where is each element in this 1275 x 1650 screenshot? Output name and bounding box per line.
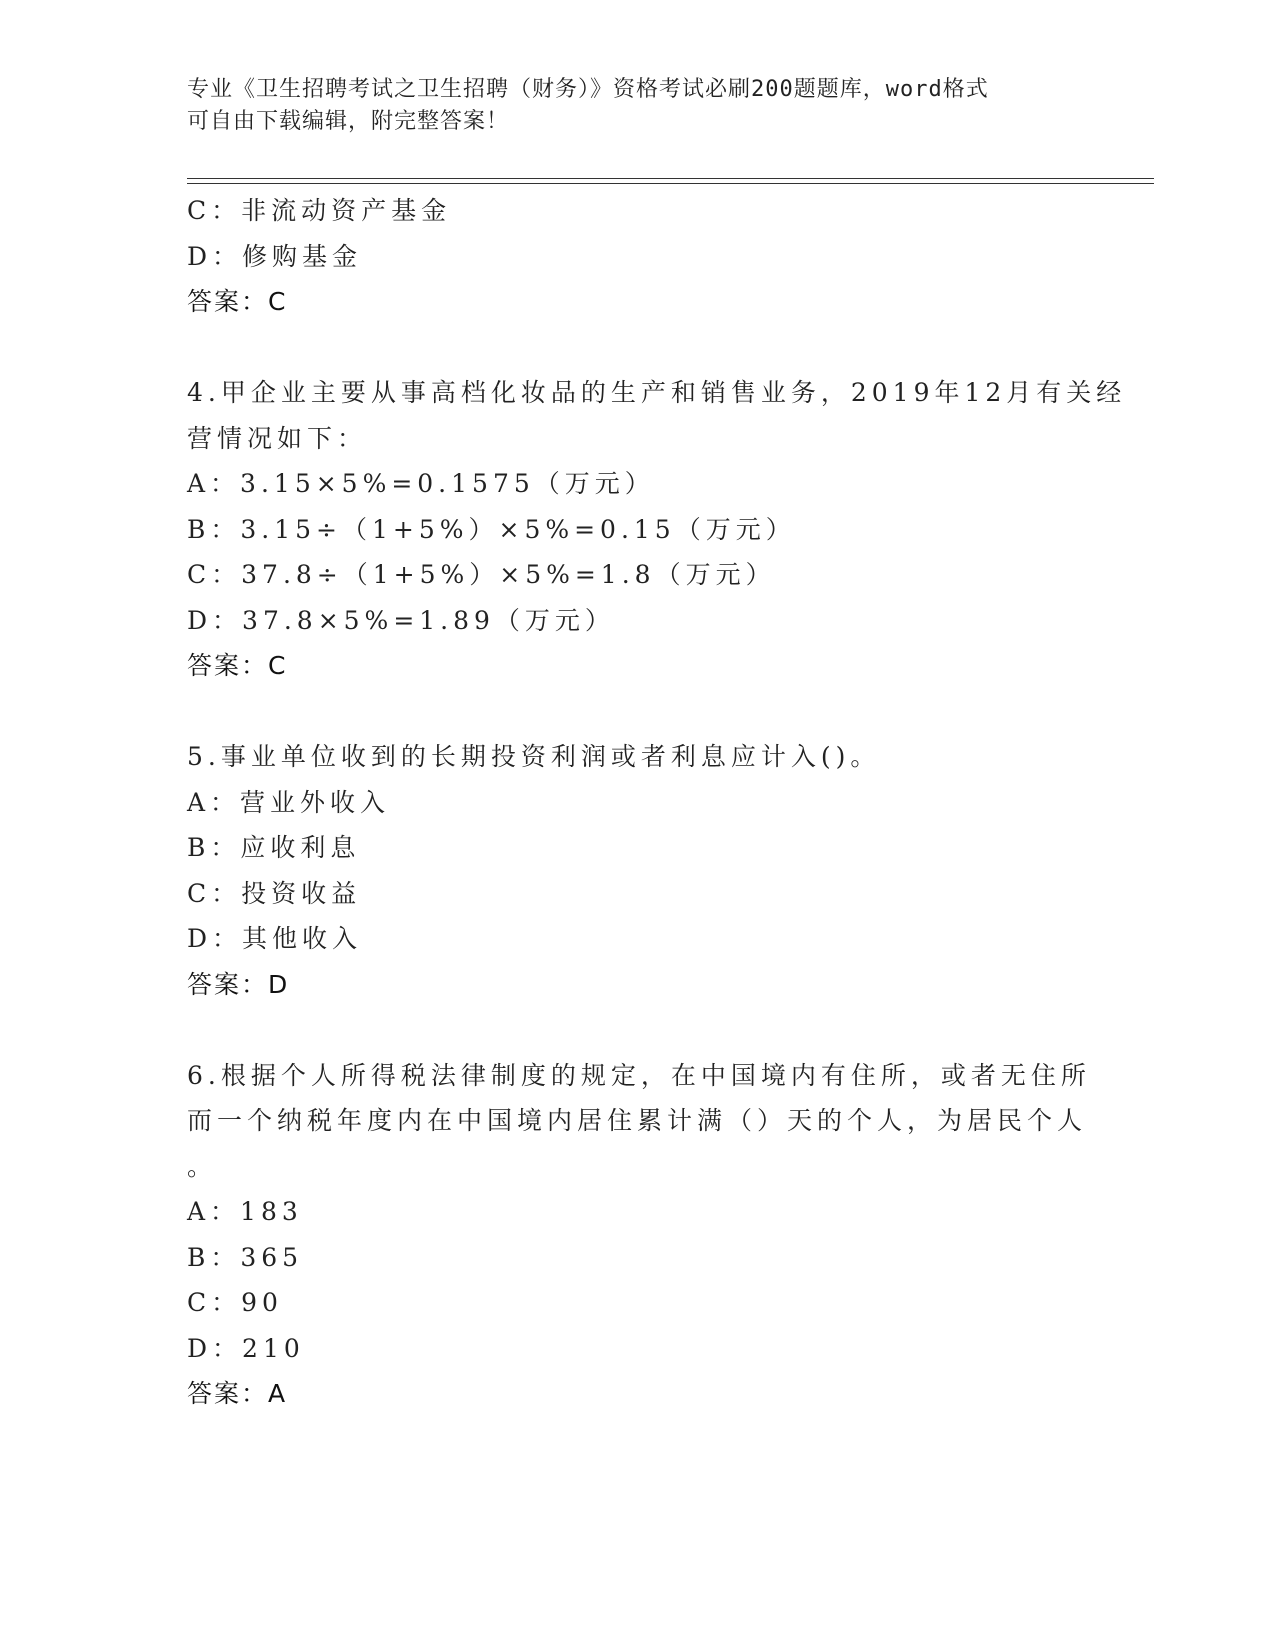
header-line-2: 可自由下载编辑，附完整答案！ [187, 109, 510, 134]
answer: 答案：C [187, 651, 288, 680]
question-stem: 5.事业单位收到的长期投资利润或者利息应计入()。 [187, 742, 881, 771]
spacer [187, 325, 1087, 371]
option-c: C：37.8÷（1+5%）×5%=1.8（万元） [187, 560, 776, 589]
question-stem-cont: 营情况如下： [187, 423, 368, 453]
question-6 [187, 1053, 1091, 1417]
option-c: C：非流动资产基金 [187, 196, 452, 225]
answer: 答案：C [187, 287, 288, 316]
option-d: D：其他收入 [187, 924, 363, 953]
option-d: D：210 [187, 1333, 305, 1363]
option-b: B：应收利息 [187, 833, 361, 862]
question-stem: 6.根据个人所得税法律制度的规定，在中国境内有住所，或者无住所 [187, 1060, 1091, 1090]
question-stem-end: 。 [187, 1151, 218, 1181]
option-d: D：修购基金 [187, 241, 363, 271]
question-5 [187, 734, 1087, 1007]
option-b: B：365 [187, 1242, 304, 1272]
option-a: A：营业外收入 [187, 787, 391, 817]
header-line-1: 专业《卫生招聘考试之卫生招聘（财务）》资格考试必刷200题题库，word格式 [187, 77, 989, 102]
answer: 答案：D [187, 969, 290, 999]
spacer [187, 689, 1087, 735]
question-3-tail [187, 188, 1087, 325]
answer: 答案：A [187, 1379, 288, 1408]
question-4 [187, 370, 1127, 689]
option-c: C：投资收益 [187, 878, 362, 908]
option-c: C：90 [187, 1288, 283, 1317]
question-stem-cont: 而一个纳税年度内在中国境内居住累计满（）天的个人，为居民个人 [187, 1106, 1088, 1135]
question-list [187, 188, 1127, 1417]
option-a: A：3.15×5%=0.1575（万元） [187, 469, 655, 498]
option-a: A：183 [187, 1197, 303, 1226]
spacer [187, 1007, 1087, 1053]
header-divider-top [187, 178, 1154, 179]
option-b: B：3.15÷（1+5%）×5%=0.15（万元） [187, 514, 796, 544]
document-header [187, 74, 1087, 138]
header-divider-bottom [187, 183, 1154, 184]
option-d: D：37.8×5%=1.89（万元） [187, 605, 615, 635]
question-stem: 4.甲企业主要从事高档化妆品的生产和销售业务，2019年12月有关经 [187, 378, 1127, 407]
